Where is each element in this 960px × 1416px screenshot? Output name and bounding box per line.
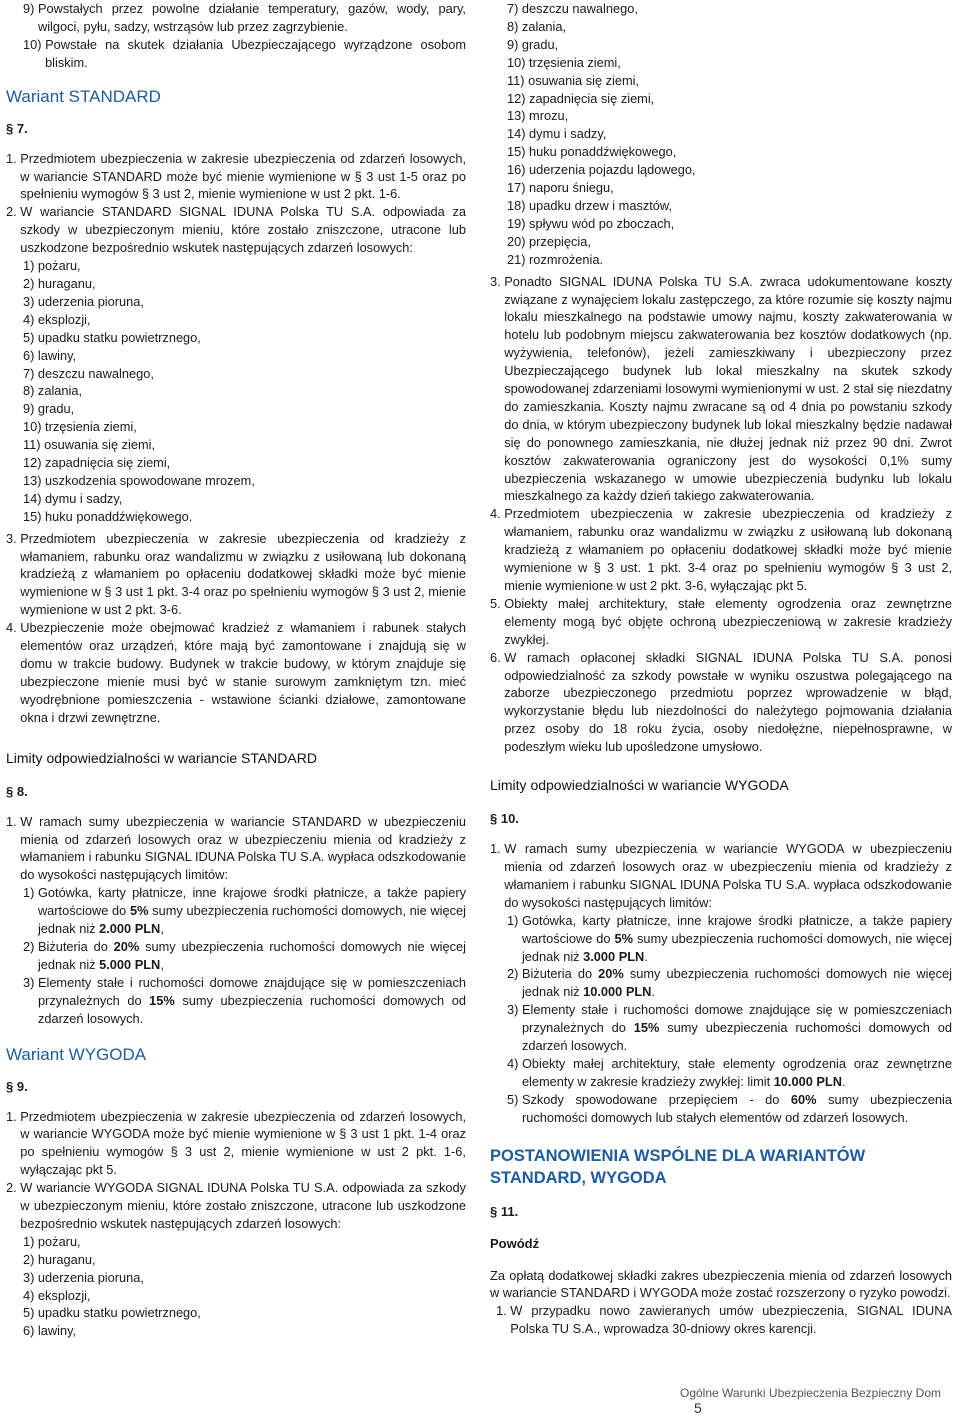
variant-standard-heading: Wariant STANDARD <box>6 86 161 106</box>
page-footer <box>680 1386 960 1416</box>
limit-item <box>490 1001 952 1055</box>
event-item: 17) naporu śniegu, <box>507 180 614 196</box>
event-item: 9) gradu, <box>507 36 559 52</box>
item-text: Przedmiotem ubezpieczenia w zakresie ubezpieczenia od zdarzeń losowych, w wariancie WYGODA może być mienie wymienione w § 3 ust 1 pkt. 1-4 oraz po spełnieniu wymogów § 3 ust 2, mienie wymienione w ust 2 pkt. 1-6, wyłączając pkt 5. <box>20 1108 466 1178</box>
item-text: Powstałych przez powolne działanie temperatury, gazów, wody, pary, wilgoci, pyłu, sadzy, wstrząsów lub przez zagrzybienie. <box>37 1 466 34</box>
events-list-wygoda-part2 <box>490 0 952 269</box>
section-11-item-1 <box>490 1302 952 1338</box>
item-text: W ramach sumy ubezpieczenia w wariancie WYGODA w ubezpieczeniu mienia od zdarzeń losowych oraz w ubezpieczeniu mienia od kradzieży z włamaniem i rabunku SIGNAL IDUNA Polska TU S.A. wypłaca odszkodowanie do wysokości następujących limitów: <box>504 841 952 910</box>
item-number: 6. <box>490 649 501 665</box>
item-number: 1. <box>496 1303 507 1319</box>
item-number: 3) <box>507 1002 522 1018</box>
item-text: Obiekty małej architektury, stałe elementy ogrodzenia oraz zewnętrzne elementy mogą być objęte ochroną ubezpieczeniową w zakresie kradzieży zwykłej. <box>504 595 952 647</box>
event-item: 19) spływu wód po zboczach, <box>507 215 675 231</box>
item-number: 4) <box>507 1055 522 1071</box>
section-9-number: § 9. <box>6 1078 28 1094</box>
item-text: Biżuteria do 20% sumy ubezpieczenia ruchomości domowych nie więcej jednak niż 5.000 PLN, <box>37 938 466 972</box>
section-8-number: § 8. <box>6 783 28 799</box>
limit-item <box>6 974 466 1028</box>
limit-item <box>490 1055 952 1091</box>
limits-standard-list <box>6 884 466 1027</box>
item-number: 4. <box>6 620 17 636</box>
item-number: 1) <box>507 912 522 928</box>
item-number: 3. <box>490 273 501 289</box>
event-item: 14) dymu i sadzy, <box>507 126 607 142</box>
event-item: 8) zalania, <box>23 383 83 399</box>
item-number: 10) <box>23 36 42 52</box>
events-list-wygoda-part1 <box>6 1233 466 1340</box>
item-text: W przypadku nowo zawieranych umów ubezpieczenia, SIGNAL IDUNA Polska TU S.A., wprowadza 30-dniowy okres karencji. <box>510 1303 952 1337</box>
item-text: Elementy stałe i ruchomości domowe znajdujące się w pomieszczeniach przynależnych do 15% sumy ubezpieczenia ruchomości domowych od zdarzeń losowych. <box>521 1002 952 1054</box>
section-9-item-6 <box>490 649 952 756</box>
item-number: 1) <box>23 885 38 901</box>
event-item: 3) uderzenia pioruna, <box>23 293 144 309</box>
event-item: 10) trzęsienia ziemi, <box>23 419 137 435</box>
item-text: Przedmiotem ubezpieczenia w zakresie ubezpieczenia od zdarzeń losowych, w wariancie STANDARD może być mienie wymienione w § 3 ust 1-5 oraz po spełnieniu wymogów § 3 ust 2, mienie wymienione w ust 2 pkt. 1-6. <box>20 150 466 202</box>
limit-item <box>490 1091 952 1127</box>
item-text: W ramach sumy ubezpieczenia w wariancie STANDARD w ubezpieczeniu mienia od zdarzeń losowych oraz w ubezpieczeniu mienia od kradzieży z włamaniem i rabunku SIGNAL IDUNA Polska TU S.A. wypłaca odszkodowanie do wysokości następujących limitów: <box>20 813 466 883</box>
event-item: 16) uderzenia pojazdu lądowego, <box>507 162 696 178</box>
item-text: Ponadto SIGNAL IDUNA Polska TU S.A. zwraca udokumentowane koszty związane z wynajęciem lokalu zastępczego, za które rozumie się koszty najmu lokalu mieszkalnego na podstawie umowy najmu, koszty zakwaterowania w hotelu lub podobnym miejscu zakwaterowania bez kosztów dodatkowych (np. wyżywienia, telefonów), jeżeli zamieszkiwany i ubezpieczony przez Ubezpieczającego budynek lub lokal mieszkalny na skutek szkody spowodowanej zdarzeniami losowymi wymienionymi w ust. 2 stał się niezdatny do zamieszkania. Koszty najmu zwracane są od 4 dnia po powstaniu szkody do dnia, w którym ubezpieczony budynek lub lokal mieszkalny będzie nadawał się do ponownego zamieszkania, nie dłużej jednak niż przez 90 dni. Zwrot kosztów zakwaterowania ograniczony jest do wysokości 0,1% sumy ubezpieczenia wskazanego w umowie ubezpieczenia budynku lub lokalu mieszkalnego za każdy dzień takiego zakwaterowania. <box>504 273 952 504</box>
event-item: 5) upadku statku powietrznego, <box>23 1305 201 1321</box>
event-item: 13) mrozu, <box>507 108 569 124</box>
event-item: 1) pożaru, <box>23 1233 81 1249</box>
event-item: 14) dymu i sadzy, <box>23 490 123 506</box>
events-list-standard <box>6 257 466 526</box>
event-item: 15) huku ponaddźwiękowego. <box>23 508 193 524</box>
item-number: 5. <box>490 595 501 611</box>
item-text: W ramach opłaconej składki SIGNAL IDUNA Polska TU S.A. ponosi odpowiedzialność za szkody powstałe w wyniku oszustwa polegającego na zaborze ubezpieczonego przedmiotu poprzez wprowadzenie w błąd, wykorzystanie błędu lub niezdolności do należytego pojmowania działania przez osoby do 18 roku życia, osoby niedołężne, niepełnosprawne, w podeszłym wieku lub upośledzone umysłowo. <box>504 649 952 755</box>
item-text: Gotówka, karty płatnicze, inne krajowe środki płatnicze, a także papiery wartościowe do 5% sumy ubezpieczenia ruchomości domowych, nie więcej jednak niż 3.000 PLN. <box>521 912 952 964</box>
event-item: 9) gradu, <box>23 401 75 417</box>
item-text: Powstałe na skutek działania Ubezpieczającego wyrządzone osobom bliskim. <box>45 36 466 70</box>
event-item: 1) pożaru, <box>23 258 81 274</box>
item-text: Biżuteria do 20% sumy ubezpieczenia ruchomości domowych nie więcej jednak niż 10.000 PLN. <box>521 966 952 1000</box>
event-item: 11) osuwania się ziemi, <box>23 437 156 453</box>
item-text: Przedmiotem ubezpieczenia w zakresie ubezpieczenia od kradzieży z włamaniem, rabunku oraz wandalizmu w związku z usiłowaną lub dokonaną kradzieżą z włamaniem po opłaceniu dodatkowej składki może być mienie wymienione w § 3 ust. 1 pkt. 3-4 oraz po spełnieniu wymogów § 3 ust 2, mienie wymienione w ust 2 pkt. 3-6, wyłączając pkt 5. <box>504 506 952 593</box>
item-number: 5) <box>507 1091 522 1107</box>
limits-wygoda-heading: Limity odpowiedzialności w wariancie WYGODA <box>490 777 789 794</box>
item-text: Szkody spowodowane przepięciem - do 60% sumy ubezpieczenia ruchomości domowych lub stałych elementów od zdarzeń losowych. <box>521 1091 952 1125</box>
limit-item <box>6 938 466 974</box>
section-8-item-1 <box>6 813 466 885</box>
flood-heading: Powódź <box>490 1235 540 1251</box>
section-10-number: § 10. <box>490 811 519 827</box>
section-9-item-2 <box>6 1179 466 1233</box>
limit-item <box>490 965 952 1001</box>
item-number: 1. <box>6 1108 17 1124</box>
event-item: 13) uszkodzenia spowodowane mrozem, <box>23 472 255 488</box>
section-9-item-5 <box>490 595 952 649</box>
item-text: W wariancie STANDARD SIGNAL IDUNA Polska TU S.A. odpowiada za szkody w ubezpieczonym mieniu, które zostało zniszczone, utracone lub uszkodzone bezpośrednio wskutek następujących zdarzeń losowych: <box>20 204 466 256</box>
list-item <box>6 36 466 72</box>
event-item: 2) huraganu, <box>23 1251 96 1267</box>
item-number: 3) <box>23 974 38 990</box>
footer-title: Ogólne Warunki Ubezpieczenia Bezpieczny Dom <box>680 1386 942 1400</box>
section-11-number: § 11. <box>490 1203 519 1219</box>
section-7-item-2 <box>6 203 466 257</box>
event-item: 21) rozmrożenia. <box>507 251 604 267</box>
variant-wygoda-heading: Wariant WYGODA <box>6 1044 147 1064</box>
item-number: 2. <box>6 1180 17 1196</box>
event-item: 4) eksplozji, <box>23 1287 91 1303</box>
event-item: 10) trzęsienia ziemi, <box>507 54 621 70</box>
section-7-number: § 7. <box>6 120 28 136</box>
page-number: 5 <box>694 1400 702 1416</box>
section-9-item-1 <box>6 1108 466 1180</box>
section-7-item-1 <box>6 150 466 204</box>
event-item: 11) osuwania się ziemi, <box>507 72 640 88</box>
item-number: 1. <box>490 841 501 857</box>
event-item: 20) przepięcia, <box>507 233 591 249</box>
item-text: Elementy stałe i ruchomości domowe znajdujące się w pomieszczeniach przynależnych do 15% sumy ubezpieczenia ruchomości domowych od zdarzeń losowych. <box>37 974 466 1026</box>
item-number: 4. <box>490 506 501 522</box>
event-item: 4) eksplozji, <box>23 311 91 327</box>
event-item: 18) upadku drzew i masztów, <box>507 197 673 213</box>
event-item: 15) huku ponaddźwiękowego, <box>507 144 677 160</box>
limit-item <box>490 912 952 966</box>
item-number: 2) <box>23 938 38 954</box>
section-9-item-4 <box>490 505 952 595</box>
item-text: Obiekty małej architektury, stałe elementy ogrodzenia oraz zewnętrzne elementy w zakresie kradzieży zwykłej: limit 10.000 PLN. <box>521 1055 952 1089</box>
item-text: W wariancie WYGODA SIGNAL IDUNA Polska TU S.A. odpowiada za szkody w ubezpieczonym mieniu, które zostało zniszczone, utracone lub uszkodzone bezpośrednio wskutek następujących zdarzeń losowych: <box>20 1180 466 1231</box>
item-number: 1. <box>6 813 17 829</box>
limits-wygoda-list <box>490 912 952 1127</box>
item-number: 9) <box>23 1 35 16</box>
common-provisions-heading: POSTANOWIENIA WSPÓLNE DLA WARIANTÓW STANDARD, WYGODA <box>490 1146 866 1187</box>
section-7-item-3 <box>6 530 466 620</box>
item-text: Ubezpieczenie może obejmować kradzież z włamaniem i rabunek stałych elementów oraz urządzeń, które mają być zamontowane i znajdują się w domu w trakcie budowy. Budynek w trakcie budowy, w którym znajduje się ubezpieczone mienie musi być w stanie surowym zamkniętym tzn. mieć wyodrębnione pomieszczenia - wstawione ścianki działowe, zamontowane okna i drzwi zewnętrzne. <box>20 620 466 725</box>
event-item: 2) huraganu, <box>23 275 96 291</box>
item-number: 3. <box>6 530 17 546</box>
event-item: 5) upadku statku powietrznego, <box>23 329 201 345</box>
item-number: 1. <box>6 150 17 166</box>
section-9-item-3 <box>490 273 952 506</box>
limits-standard-heading: Limity odpowiedzialności w wariancie STANDARD <box>6 749 317 766</box>
flood-intro: Za opłatą dodatkowej składki zakres ubezpieczenia mienia od zdarzeń losowych w wariancie STANDARD i WYGODA może zostać rozszerzony o ryzyko powodzi. <box>490 1267 952 1301</box>
item-text: Przedmiotem ubezpieczenia w zakresie ubezpieczenia od kradzieży z włamaniem, rabunku oraz wandalizmu w związku z usiłowaną lub dokonaną kradzieżą z włamaniem po opłaceniu dodatkowej składki może być mienie wymienione w § 3 ust 1 pkt. 3-4 oraz po spełnieniu wymogów § 3 ust 2, mienie wymienione w ust 2 pkt. 3-6. <box>20 530 466 618</box>
event-item: 6) lawiny, <box>23 347 77 363</box>
item-number: 2. <box>6 204 17 220</box>
event-item: 7) deszczu nawalnego, <box>23 365 154 381</box>
left-column <box>6 0 466 1340</box>
section-7-item-4 <box>6 619 466 726</box>
item-text: Gotówka, karty płatnicze, inne krajowe środki płatnicze, a także papiery wartościowe do 5% sumy ubezpieczenia ruchomości domowych, nie więcej jednak niż 2.000 PLN, <box>37 885 466 937</box>
section-10-item-1 <box>490 840 952 912</box>
event-item: 6) lawiny, <box>23 1323 77 1339</box>
list-item <box>6 0 466 36</box>
event-item: 7) deszczu nawalnego, <box>507 1 638 16</box>
event-item: 12) zapadnięcia się ziemi, <box>23 455 171 471</box>
limit-item <box>6 884 466 938</box>
right-column <box>490 0 952 1338</box>
event-item: 8) zalania, <box>507 18 567 34</box>
event-item: 3) uderzenia pioruna, <box>23 1269 144 1285</box>
item-number: 2) <box>507 966 522 982</box>
event-item: 12) zapadnięcia się ziemi, <box>507 90 655 106</box>
